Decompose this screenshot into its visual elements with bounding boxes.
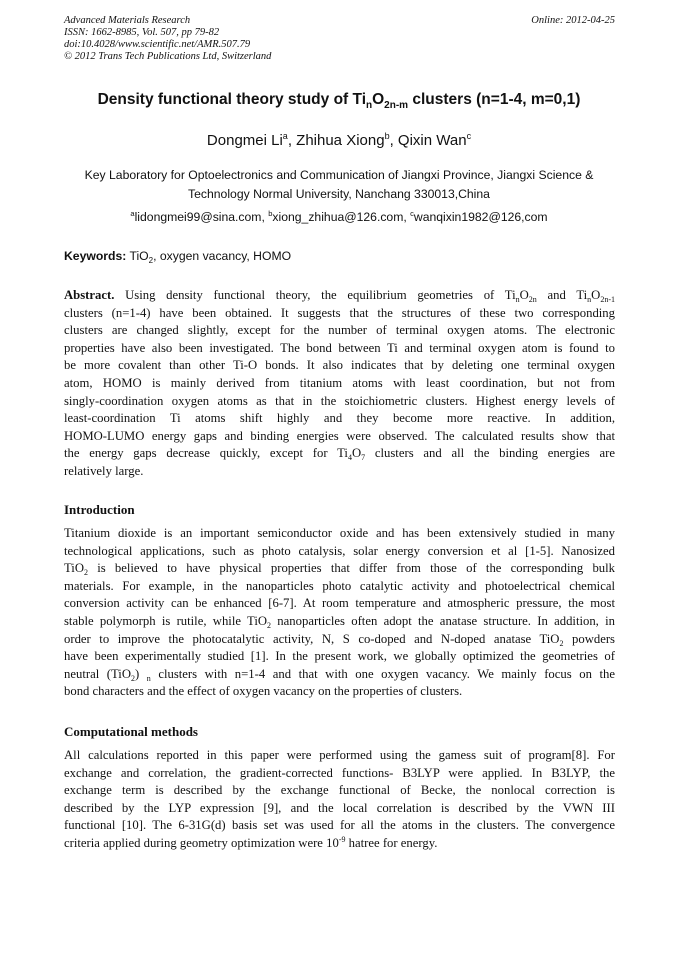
abstract-paragraph: Abstract. Using density functional theory, the equilibrium geometries of $Ti_nO_{2n}$ and $Ti_nO_{2n-1}$ clusters (n=1-4) have been obtained. It suggests that the structures of these two corresponding clusters are changed slightly, except for the number of terminal oxygen atoms. The electronic properties have also been investigated. The bond between Ti and terminal oxygen atom is found to be more covalent than other Ti-O bonds. It also indicates that by deleting one terminal oxygen atom, HOMO is mainly derived from titanium atoms with least coordination, but not from singly-coordination oxygen atoms as that in the stoichiometric clusters. Highest energy levels of least-coordination Ti atoms shift highly and they become more reactive. In addition, HOMO-LUMO energy gaps and binding energies were observed. The calculated results show that the energy gaps decrease quickly, except for $Ti_4O_7$ clusters and all the binding energies are relatively large. <box>64 288 615 478</box>
author-list: Dongmei Li$^a$, Zhihua Xiong$^b$, Qixin Wan$^c$ <box>206 131 472 149</box>
email-link[interactable]: lidongmei99@sina.com <box>134 210 262 224</box>
online-date: Online: 2012-04-25 <box>531 15 615 26</box>
journal-header <box>64 15 271 63</box>
doi-line[interactable]: doi:10.4028/www.scientific.net/AMR.507.79 <box>64 39 251 50</box>
abstract-label: Abstract. <box>64 288 115 302</box>
paper-title: Density functional theory study of $Ti_nO_{2n-m}$ clusters (n=1-4, m=0,1) <box>97 91 581 111</box>
author-name: Zhihua Xiong <box>296 132 385 149</box>
author-emails: $^a$lidongmei99@sina.com, $^b$xiong_zhihua@126.com, $^c$wanqixin1982@126,com <box>130 209 548 224</box>
affiliation: Key Laboratory for Optoelectronics and Communication of Jiangxi Province, Jiangxi Science & Technology Normal University, Nanchang 330013,China <box>84 168 594 201</box>
keywords: Keywords: TiO$_2$, oxygen vacancy, HOMO <box>64 249 292 265</box>
journal-name: Advanced Materials Research <box>64 15 191 26</box>
author-name: Dongmei Li <box>206 132 283 149</box>
keywords-label: Keywords: <box>64 249 127 263</box>
methods-paragraph: All calculations reported in this paper were performed using the gamess suit of program[8]. For exchange and correlation, the gradient-corrected functions- B3LYP were applied. In B3LYP, the exchange term is described by the exchange functional of Becke, the nonlocal correction is described by the LYP expression [9], and the local correlation is described by the VWN III functional [10]. The 6-31G(d) basis set was used for all the atoms in the clusters. The convergence criteria applied during geometry optimization were $10^{-9}$ hatree for energy. <box>64 748 615 850</box>
section-heading-methods: Computational methods <box>64 724 198 739</box>
section-heading-introduction: Introduction <box>64 502 135 517</box>
copyright-line: © 2012 Trans Tech Publications Ltd, Switzerland <box>64 51 272 62</box>
email-link[interactable]: wanqixin1982@126,com <box>413 210 548 224</box>
author-name: Qixin Wan <box>397 132 467 149</box>
email-link[interactable]: xiong_zhihua@126.com <box>272 210 404 224</box>
introduction-paragraph: Titanium dioxide is an important semiconductor oxide and has been extensively studied in many technological applications, such as photo catalysis, solar energy conversion et al [1-5]. Nanosized TiO$_2$ is believed to have physical properties that differ from those of the corresponding bulk materials. For example, in the nanoparticles photo catalytic activity and photoelectrical chemical conversion activity can be enhanced [6-7]. At room temperature and atmospheric pressure, the most stable polymorph is rutile, while TiO$_2$ nanoparticles often adopt the anatase structure. In addition, in order to improve the photocatalytic activity, N, S co-doped and N-doped anatase TiO$_2$ powders have been experimentally studied [1]. In the present work, we globally optimized the geometries of neutral (TiO$_2$) $_n$ clusters with n=1-4 and that with one oxygen vacancy. We mainly focus on the bond characters and the effect of oxygen vacancy on the properties of clusters. <box>64 526 615 699</box>
issn-line: ISSN: 1662-8985, Vol. 507, pp 79-82 <box>64 27 220 38</box>
